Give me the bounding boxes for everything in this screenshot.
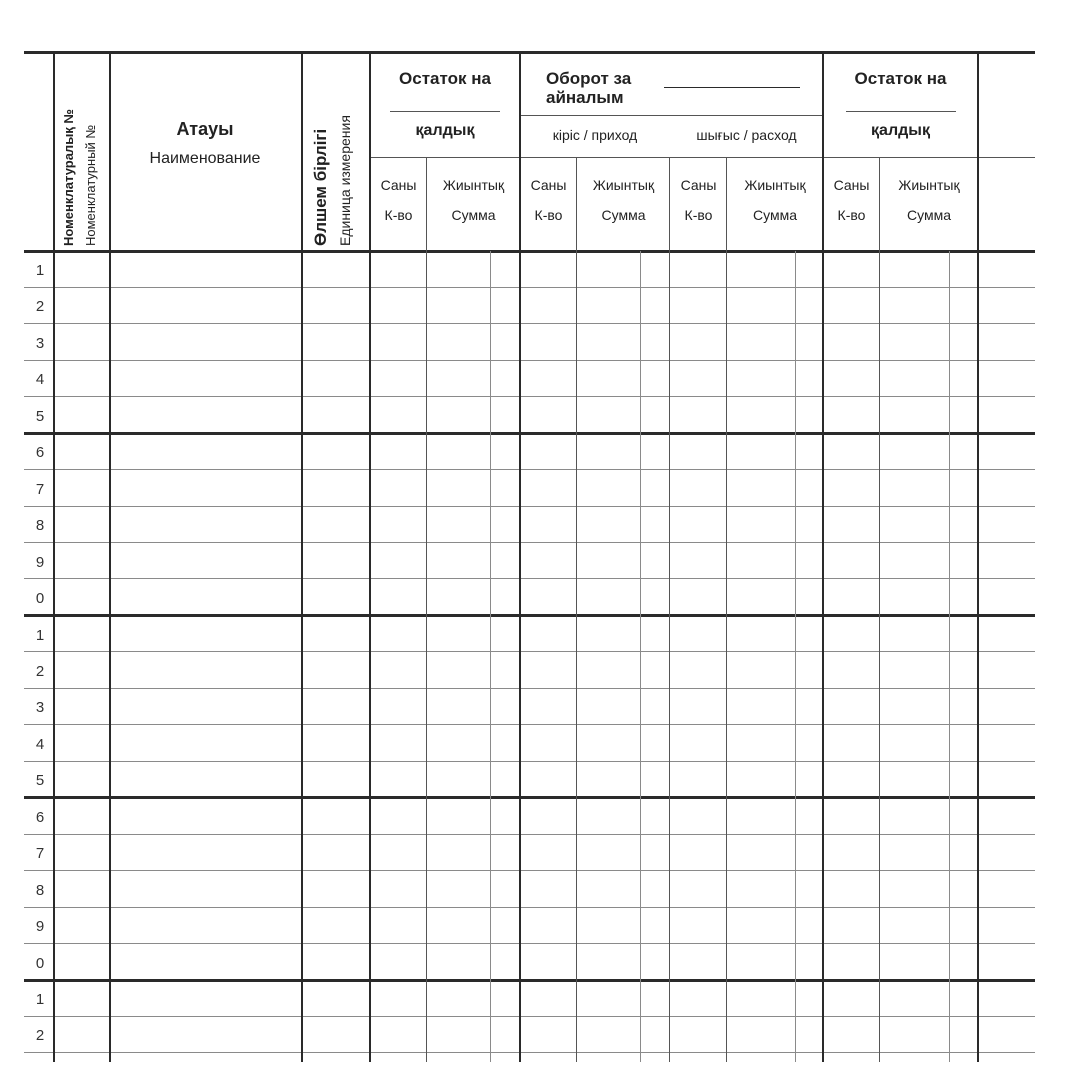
row-number: 1: [35, 262, 45, 279]
sum-header-ru: Сумма: [753, 207, 797, 223]
row-number: 9: [35, 918, 45, 936]
qty-header-ru: К-во: [384, 207, 413, 223]
unit-label-kz: Өлшем бірлігі: [311, 128, 330, 246]
row-number: 1: [35, 626, 45, 644]
row-number: 3: [35, 334, 45, 352]
grid-line: [24, 907, 1035, 908]
nomenclature-label-ru: Номенклатурный №: [83, 124, 98, 246]
nomenclature-label-kz: Номенклатуралық №: [61, 109, 76, 246]
qty-header-ru: К-во: [684, 207, 713, 223]
closing-balance-sub: қалдық: [871, 122, 930, 139]
grid-line: [24, 834, 1035, 835]
grid-line: [24, 432, 1035, 435]
grid-line: [426, 158, 427, 1062]
turnover-sub: айналым: [546, 88, 624, 107]
sum-header-kz: Жиынтық: [592, 177, 655, 193]
opening-balance-title: Остаток на: [399, 69, 491, 88]
row-number: 0: [35, 590, 45, 608]
qty-header-ru: К-во: [534, 207, 563, 223]
grid-line: [949, 251, 950, 1062]
closing-balance-title: Остаток на: [854, 69, 947, 88]
row-number: 4: [35, 371, 45, 389]
expense-label: шығыс / расход: [696, 127, 797, 143]
grid-line: [109, 52, 111, 1062]
grid-line: [726, 158, 727, 1062]
grid-line: [24, 469, 1035, 470]
grid-line: [520, 115, 823, 116]
row-number: 1: [35, 991, 45, 1008]
grid-line: [640, 251, 641, 1062]
sum-header-ru: Сумма: [907, 207, 951, 223]
turnover-title: Оборот за: [546, 69, 632, 88]
grid-line: [24, 1016, 1035, 1017]
grid-line: [669, 158, 670, 1062]
sum-header-ru: Сумма: [451, 207, 496, 223]
row-number: 2: [35, 1027, 45, 1045]
grid-line: [24, 796, 1035, 799]
unit-label-ru: Единица измерения: [337, 115, 353, 246]
grid-line: [879, 158, 880, 1062]
row-number: 7: [35, 845, 45, 863]
grid-line: [24, 360, 1035, 361]
grid-line: [24, 323, 1035, 324]
grid-line: [490, 251, 491, 1062]
grid-line: [24, 396, 1035, 397]
row-number: 5: [35, 407, 45, 425]
grid-line: [24, 870, 1035, 871]
qty-header-kz: Саны: [380, 177, 417, 193]
row-number: 2: [35, 298, 45, 316]
grid-line: [24, 651, 1035, 652]
row-number: 8: [35, 517, 45, 535]
row-number: 6: [35, 808, 45, 826]
row-number: 6: [35, 444, 45, 462]
grid-line: [390, 111, 500, 112]
grid-line: [369, 52, 371, 1062]
grid-line: [24, 506, 1035, 507]
grid-line: [795, 251, 796, 1062]
opening-balance-sub: қалдық: [415, 122, 475, 139]
grid-line: [24, 761, 1035, 762]
qty-header-kz: Саны: [530, 177, 567, 193]
income-label: кіріс / приход: [552, 127, 638, 143]
row-number: 9: [35, 553, 45, 571]
grid-line: [24, 614, 1035, 617]
row-number: 5: [35, 772, 45, 790]
grid-line: [24, 51, 1035, 54]
grid-line: [823, 157, 1035, 158]
grid-line: [24, 287, 1035, 288]
grid-line: [370, 157, 520, 158]
grid-line: [977, 52, 979, 1062]
row-number: 8: [35, 881, 45, 899]
row-number: 0: [35, 954, 45, 972]
grid-line: [664, 87, 800, 88]
grid-line: [576, 158, 577, 1062]
name-label-ru: Наименование: [149, 150, 261, 167]
grid-line: [519, 52, 521, 1062]
name-label-kz: Атауы: [176, 119, 234, 139]
grid-line: [301, 52, 303, 1062]
sum-header-kz: Жиынтық: [898, 177, 960, 193]
grid-line: [24, 542, 1035, 543]
sum-header-ru: Сумма: [601, 207, 646, 223]
row-number: 2: [35, 662, 45, 680]
grid-line: [24, 943, 1035, 944]
row-number: 3: [35, 699, 45, 717]
grid-line: [24, 578, 1035, 579]
qty-header-kz: Саны: [680, 177, 717, 193]
row-number: 7: [35, 480, 45, 498]
qty-header-ru: К-во: [837, 207, 866, 223]
grid-line: [24, 979, 1035, 982]
grid-line: [846, 111, 956, 112]
sum-header-kz: Жиынтық: [744, 177, 806, 193]
grid-line: [520, 157, 823, 158]
grid-line: [24, 250, 1035, 253]
grid-line: [24, 724, 1035, 725]
sum-header-kz: Жиынтық: [442, 177, 505, 193]
grid-line: [822, 52, 824, 1062]
grid-line: [24, 1052, 1035, 1053]
qty-header-kz: Саны: [833, 177, 870, 193]
grid-line: [24, 688, 1035, 689]
row-number: 4: [35, 735, 45, 753]
